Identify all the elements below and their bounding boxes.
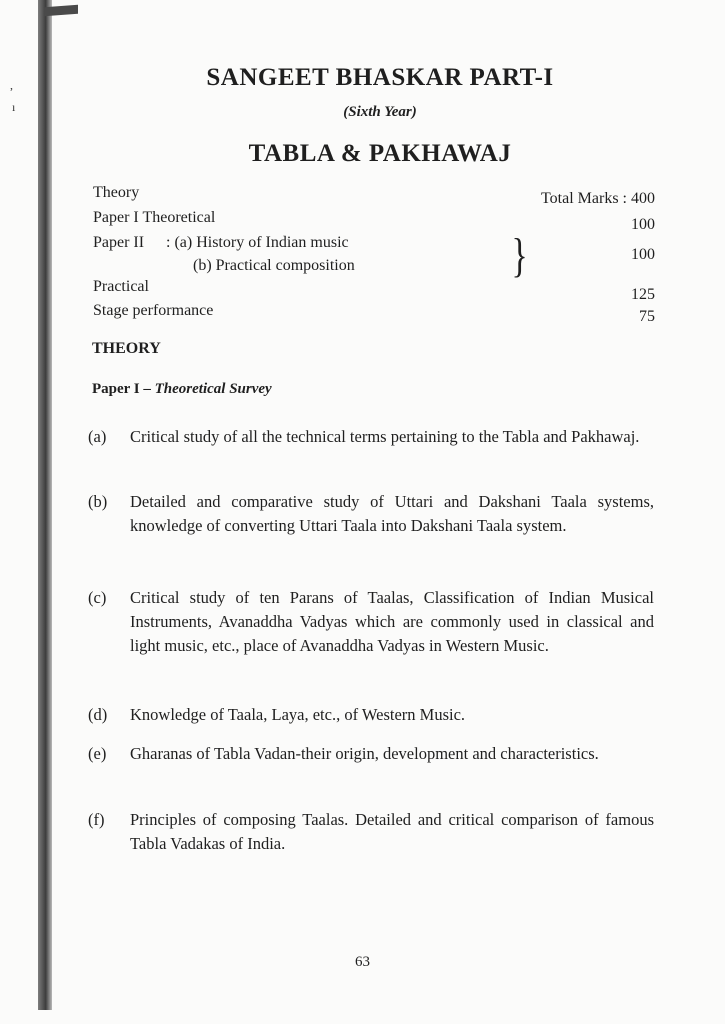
paper-heading-title: Theoretical Survey: [154, 381, 272, 397]
list-item: [88, 490, 654, 538]
list-item-text: Gharanas of Tabla Vadan-their origin, development and characteristics.: [130, 744, 599, 763]
list-item-label: (d): [88, 705, 108, 724]
page-title: SANGEET BHASKAR PART-I: [206, 64, 554, 91]
list-item-text: Critical study of ten Parans of Taalas, Classification of Indian Musical Instruments, Avanaddha Vadyas which are commonly used in classical and light music, etc., place of Avanaddha Vadyas in Western Music.: [130, 588, 654, 655]
total-marks: Total Marks : 400: [541, 190, 655, 207]
list-item-text: Critical study of all the technical terms pertaining to the Tabla and Pakhawaj.: [130, 427, 640, 446]
paper1-marks: 100: [631, 216, 655, 233]
list-item-label: (a): [88, 427, 107, 446]
stage-performance-label: Stage performance: [93, 302, 214, 319]
paper-heading-prefix: Paper I –: [92, 381, 155, 397]
list-item: [88, 742, 654, 766]
list-item: [88, 425, 654, 449]
section-heading: THEORY: [92, 340, 161, 357]
brace-symbol: }: [511, 229, 528, 282]
list-item-text: Detailed and comparative study of Uttari and Dakshani Taala systems, knowledge of converting Uttari Taala into Dakshani Taala system.: [130, 492, 654, 535]
list-item-label: (f): [88, 810, 105, 829]
subject-title: TABLA & PAKHAWAJ: [248, 140, 512, 167]
paper2-item-b: (b) Practical composition: [193, 257, 355, 274]
list-item: [88, 586, 654, 658]
list-item-label: (c): [88, 588, 107, 607]
practical-marks: 125: [631, 286, 655, 303]
page-number: 63: [355, 954, 370, 970]
theory-label: Theory: [93, 184, 140, 201]
paper2-marks: 100: [631, 246, 655, 263]
margin-speck: ı: [12, 100, 16, 114]
paper-heading: [92, 381, 272, 398]
stage-performance-marks: 75: [639, 308, 655, 325]
list-item: [88, 703, 654, 727]
practical-label: Practical: [93, 278, 149, 295]
margin-speck: ,: [10, 78, 13, 92]
paper2-label: Paper II: [93, 234, 145, 251]
list-item-text: Knowledge of Taala, Laya, etc., of Western Music.: [130, 705, 466, 724]
page-subtitle: (Sixth Year): [343, 104, 417, 120]
list-item-label: (b): [88, 492, 108, 511]
paper1-label: Paper I Theoretical: [93, 209, 216, 226]
list-item: [88, 808, 654, 856]
paper2-item-a: : (a) History of Indian music: [166, 234, 349, 251]
list-item-text: Principles of composing Taalas. Detailed and critical comparison of famous Tabla Vadakas of India.: [130, 810, 654, 853]
list-item-label: (e): [88, 744, 107, 763]
